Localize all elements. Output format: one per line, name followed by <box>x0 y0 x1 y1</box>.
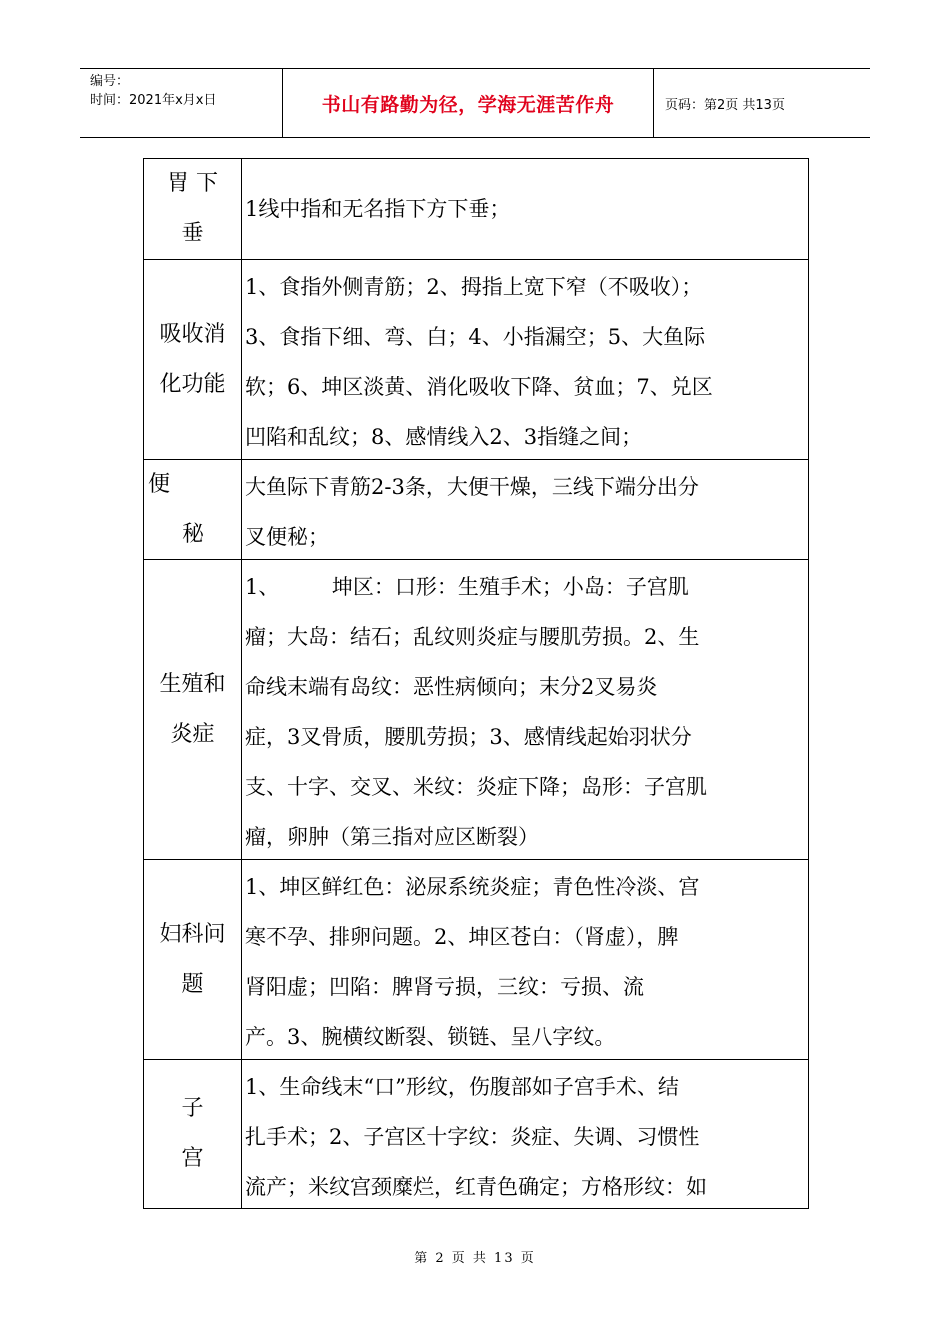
table-row <box>144 560 808 860</box>
table-row <box>144 860 808 1060</box>
row-label: 妇科问 题 <box>144 860 242 1059</box>
table-row <box>144 1060 808 1208</box>
table-row <box>144 159 808 260</box>
header-motto: 书山有路勤为径，学海无涯苦作舟 <box>283 69 654 137</box>
row-content: 1、生命线末“口”形纹，伤腹部如子宫手术、结 扎手术；2、子宫区十字纹：炎症、失调、习惯性 流产；米纹宫颈糜烂，红青色确定；方格形纹：如 <box>245 1075 707 1199</box>
table-row <box>144 460 808 560</box>
header-meta <box>80 69 283 137</box>
page-header <box>80 68 870 138</box>
page-footer: 第 2 页 共 13 页 <box>414 1251 536 1266</box>
row-label: 吸收消 化功能 <box>144 260 242 459</box>
time-label: 时间：2021年x月x日 <box>90 93 217 108</box>
content-table <box>143 158 809 1209</box>
row-label: 生殖和 炎症 <box>144 560 242 859</box>
row-label: 子 宫 <box>144 1060 242 1208</box>
row-label: 便 秘 <box>144 460 242 559</box>
row-label: 胃 下 垂 <box>144 159 242 259</box>
number-label: 编号： <box>90 74 130 89</box>
header-page-info: 页码：第2页 共13页 <box>665 97 785 113</box>
row-content: 大鱼际下青筋2-3条，大便干燥，三线下端分出分 叉便秘； <box>245 475 699 549</box>
row-content: 1线中指和无名指下方下垂； <box>245 197 511 221</box>
table-row <box>144 260 808 460</box>
row-content: 1、坤区鲜红色：泌尿系统炎症；青色性冷淡、宫 寒不孕、排卵问题。2、坤区苍白：（肾虚），脾 肾阳虚；凹陷：脾肾亏损，三纹：亏损、流 产。3、腕横纹断裂、锁链、呈八字纹。 <box>245 875 700 1049</box>
row-content: 1、 坤区：口形：生殖手术；小岛：子宫肌 瘤；大岛：结石；乱纹则炎症与腰肌劳损。2、生 命线末端有岛纹：恶性病倾向；末分2叉易炎 症，3叉骨质，腰肌劳损；3、感情线起始羽状分 支、十字、交叉、米纹：炎症下降；岛形：子宫肌 瘤，卵肿（第三指对应区断裂） <box>245 575 707 849</box>
row-content: 1、食指外侧青筋；2、拇指上宽下窄（不吸收）； 3、食指下细、弯、白；4、小指漏空；5、大鱼际 软；6、坤区淡黄、消化吸收下降、贫血；7、兑区 凹陷和乱纹；8、感情线入2、3指缝之间； <box>245 275 713 449</box>
